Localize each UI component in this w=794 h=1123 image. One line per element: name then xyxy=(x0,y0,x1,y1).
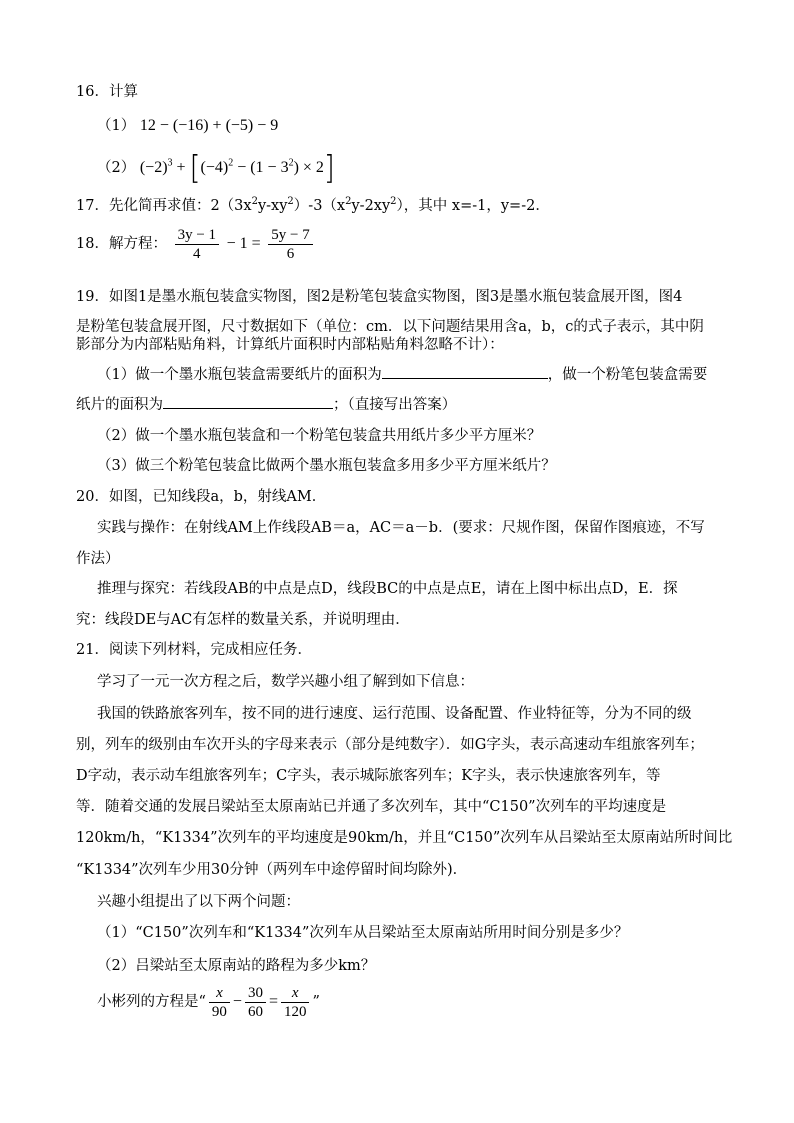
q20-line5: 究：线段DE与AC有怎样的数量关系，并说明理由． xyxy=(76,612,410,628)
q19-line3: 影部分为内部粘贴角料，计算纸片面积时内部粘贴角料忽略不计）： xyxy=(76,337,504,353)
q19-answer-blank-2[interactable] xyxy=(163,394,333,409)
q21-line9: 兴趣小组提出了以下两个问题： xyxy=(97,894,300,910)
q20-line1: 20．如图，已知线段a，b，射线AM． xyxy=(76,489,327,505)
q21-line6: 等．随着交通的发展吕梁站至太原南站已并通了多次列车，其中“C150”次列车的平均速度是 xyxy=(76,799,667,815)
q19-line1: 19．如图1是墨水瓶包装盒实物图，图2是粉笔包装盒实物图，图3是墨水瓶包装盒展开图，图4 xyxy=(76,289,683,305)
q21-line11: （2）吕梁站至太原南站的路程为多少km？ xyxy=(97,958,376,974)
q19-part1-line2 xyxy=(76,394,456,416)
q21-fraction-2-numerator: 30 xyxy=(245,984,266,1003)
q18-middle: − 1 = xyxy=(226,235,261,252)
q21-line8: “K1334”次列车少用30分钟（两列车中途停留时间均除外)． xyxy=(76,862,468,878)
q19-answer-blank-1[interactable] xyxy=(382,364,548,379)
q17-part-b: y-xy xyxy=(257,198,288,214)
q20-line4: 推理与探究：若线段AB的中点是点D，线段BC的中点是点E，请在上图中标出点D，E．探 xyxy=(97,581,678,597)
q21-equation-prefix: 小彬列的方程是“ xyxy=(97,994,206,1010)
q21-fraction-2 xyxy=(245,984,266,1021)
q18-equation xyxy=(76,224,316,264)
q21-fraction-3 xyxy=(281,984,310,1021)
q19-part3: （3）做三个粉笔包装盒比做两个墨水瓶包装盒多用多少平方厘米纸片？ xyxy=(97,458,556,474)
q18-rhs-numerator: 5y − 7 xyxy=(268,226,312,245)
q21-fraction-1 xyxy=(209,984,230,1021)
q18-lhs-numerator: 3y − 1 xyxy=(175,226,219,245)
q18-lhs-denominator: 4 xyxy=(193,245,201,262)
q17-part-e: ），其中 x=-1，y=-2． xyxy=(396,198,550,214)
q19-part1-line1 xyxy=(97,364,707,386)
q16-part1 xyxy=(97,115,278,137)
q17-part-c: ）-3（x xyxy=(293,198,346,214)
q18-lhs-fraction xyxy=(175,226,219,263)
q21-line2: 学习了一元一次方程之后，数学兴趣小组了解到如下信息： xyxy=(97,674,474,690)
q16-part2 xyxy=(97,148,335,187)
q16-part1-label: （1） xyxy=(97,118,136,134)
q18-rhs-denominator: 6 xyxy=(286,245,295,262)
q20-line3: 作法） xyxy=(76,551,120,567)
q17-text: 17．先化简再求值：$2(3x^2y-xy^2)-3(x^2y-2xy^2)$，其中 x=-1，y=-2． xyxy=(76,196,550,214)
q16-part2-expression: $(-2)^3 + [(-4)^2 - (1 - 3^2) \times 2]$ xyxy=(139,148,335,187)
q20-line2: 实践与操作：在射线AM上作线段AB＝a，AC＝a－b．(要求：尺规作图，保留作图痕迹，不写 xyxy=(97,520,705,536)
q21-line7: 120km/h，“K1334”次列车的平均速度是90km/h，并且“C150”次列车从吕梁站至太原南站所时间比 xyxy=(76,830,733,846)
q19-part1-text-d: ；（直接写出答案） xyxy=(333,397,457,413)
q21-line10: （1）“C150”次列车和“K1334”次列车从吕梁站至太原南站所用时间分别是多少？ xyxy=(97,925,629,941)
q16-title: 16．计算 xyxy=(76,84,138,100)
q16-part1-expression: 12 − (−16) + (−5) − 9 xyxy=(139,117,279,134)
q19-part1-text-c: 纸片的面积为 xyxy=(76,397,163,413)
q19-part2: （2）做一个墨水瓶包装盒和一个粉笔包装盒共用纸片多少平方厘米？ xyxy=(97,428,542,444)
q19-line2: 是粉笔包装盒展开图，尺寸数据如下（单位：cm．以下问题结果用含a，b，c的式子表示，其中阴 xyxy=(76,319,704,335)
q17-part-d: y-2xy xyxy=(351,198,391,214)
q21-equation-suffix: ” xyxy=(312,994,320,1010)
q21-line1: 21．阅读下列材料，完成相应任务． xyxy=(76,642,312,658)
q21-line4: 别，列车的级别由车次开头的字母来表示（部分是纯数字）．如G字头，表示高速动车组旅客列车； xyxy=(76,737,704,753)
q19-part1-text-b: ，做一个粉笔包装盒需要 xyxy=(547,367,708,383)
q19-part1-text-a: （1）做一个墨水瓶包装盒需要纸片的面积为 xyxy=(97,367,382,383)
q18-rhs-fraction xyxy=(268,226,312,263)
q21-fraction-1-numerator: x xyxy=(209,984,230,1003)
q21-equation-line: 小彬列的方程是“ $\frac{x}{90}$ − $\frac{30}{60}$ = $\frac{x}{120}$ ” xyxy=(97,984,320,1020)
q21-fraction-2-denominator: 60 xyxy=(247,1003,263,1020)
q21-fraction-3-numerator: x xyxy=(281,984,310,1003)
q17-part-a: 17．先化简再求值：2（3x xyxy=(76,198,252,214)
q21-line5: D字动，表示动车组旅客列车；C字头，表示城际旅客列车；K字头，表示快速旅客列车，等 xyxy=(76,768,661,784)
q16-part2-label: （2） xyxy=(97,160,136,176)
q18-label: 18．解方程： xyxy=(76,236,167,252)
q21-line3: 我国的铁路旅客列车，按不同的进行速度、运行范围、设备配置、作业特征等，分为不同的级 xyxy=(97,706,692,722)
q21-fraction-1-denominator: 90 xyxy=(211,1003,227,1020)
q21-fraction-3-denominator: 120 xyxy=(283,1003,307,1020)
